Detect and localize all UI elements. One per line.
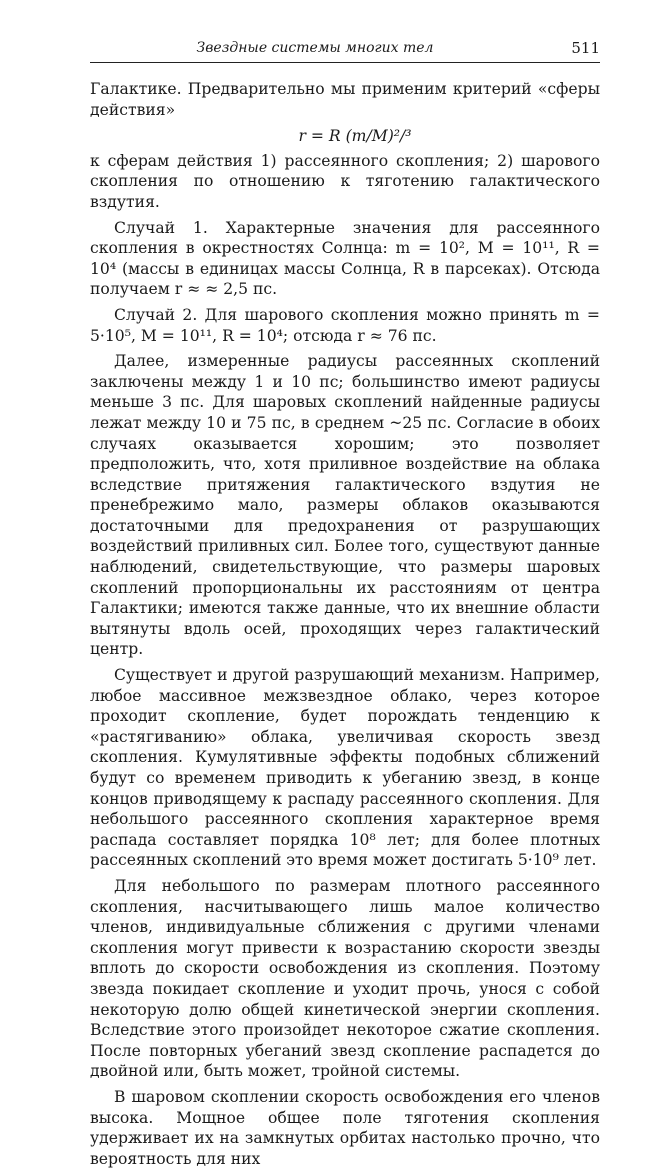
paragraph-continuation: Галактике. Предварительно мы применим критерий «сферы действия»: [90, 80, 600, 119]
page-header: [90, 36, 600, 63]
paragraph: Далее, измеренные радиусы рассеянных скоплений заключены между 1 и 10 пс; большинство имеют радиусы меньше 3 пс. Для шаровых скоплений найденные радиусы лежат между 10 и 75 пс, в среднем ~25 пс. Согласие в обоих случаях оказывается хорошим; это позволяет предположить, что, хотя приливное воздействие на облака вследствие притяжения галактического вздутия не пренебрежимо мало, размеры облаков оказываются достаточными для предохранения от разрушающих воздействий приливных сил. Более того, существуют данные наблюдений, свидетельствующие, что размеры шаровых скоплений пропорциональны их расстояниям от центра Галактики; имеются также данные, что их внешние области вытянуты вдоль осей, проходящих через галактический центр.: [90, 352, 600, 659]
paragraph-case-1: Случай 1. Характерные значения для рассеянного скопления в окрестностях Солнца: m = 10², M = 10¹¹, R = 10⁴ (массы в единицах массы Солнца, R в парсеках). Отсюда получаем r ≈ ≈ 2,5 пс.: [90, 218, 600, 299]
paragraph: Для небольшого по размерам плотного рассеянного скопления, насчитывающего лишь малое количество членов, индивидуальные сближения с другими членами скопления могут привести к возрастанию скорости звезды вплоть до скорости освобождения из скопления. Поэтому звезда покидает скопление и уходит прочь, унося с собой некоторую долю общей кинетической энергии скопления. Вследствие этого произойдет некоторое сжатие скопления. После повторных убеганий звезд скопление распадется до двойной или, быть может, тройной системы.: [90, 876, 600, 1081]
running-head: Звездные системы многих тел: [196, 40, 434, 56]
body-text: [90, 79, 600, 1169]
book-page: [90, 36, 600, 1169]
paragraph: к сферам действия 1) рассеянного скопления; 2) шарового скопления по отношению к тяготению галактического вздутия.: [90, 151, 600, 211]
paragraph: В шаровом скоплении скорость освобождения его членов высока. Мощное общее поле тяготения скопления удерживает их на замкнутых орбитах настолько прочно, что вероятность для них: [90, 1087, 600, 1168]
formula: r = R (m/M)²/³: [298, 127, 412, 146]
paragraph-case-2: Случай 2. Для шарового скопления можно принять m = 5·10⁵, M = 10¹¹, R = 10⁴; отсюда r ≈ 76 пс.: [90, 305, 600, 345]
page-number: 511: [571, 39, 600, 57]
paragraph: Существует и другой разрушающий механизм. Например, любое массивное межзвездное облако, через которое проходит скопление, будет порождать тенденцию к «растягиванию» облака, увеличивая скорость звезд скопления. Кумулятивные эффекты подобных сближений будут со временем приводить к убеганию звезд, в конце концов приводящему к распаду рассеянного скопления. Для небольшого рассеянного скопления характерное время распада составляет порядка 10⁸ лет; для более плотных рассеянных скоплений это время может достигать 5·10⁹ лет.: [90, 666, 600, 870]
